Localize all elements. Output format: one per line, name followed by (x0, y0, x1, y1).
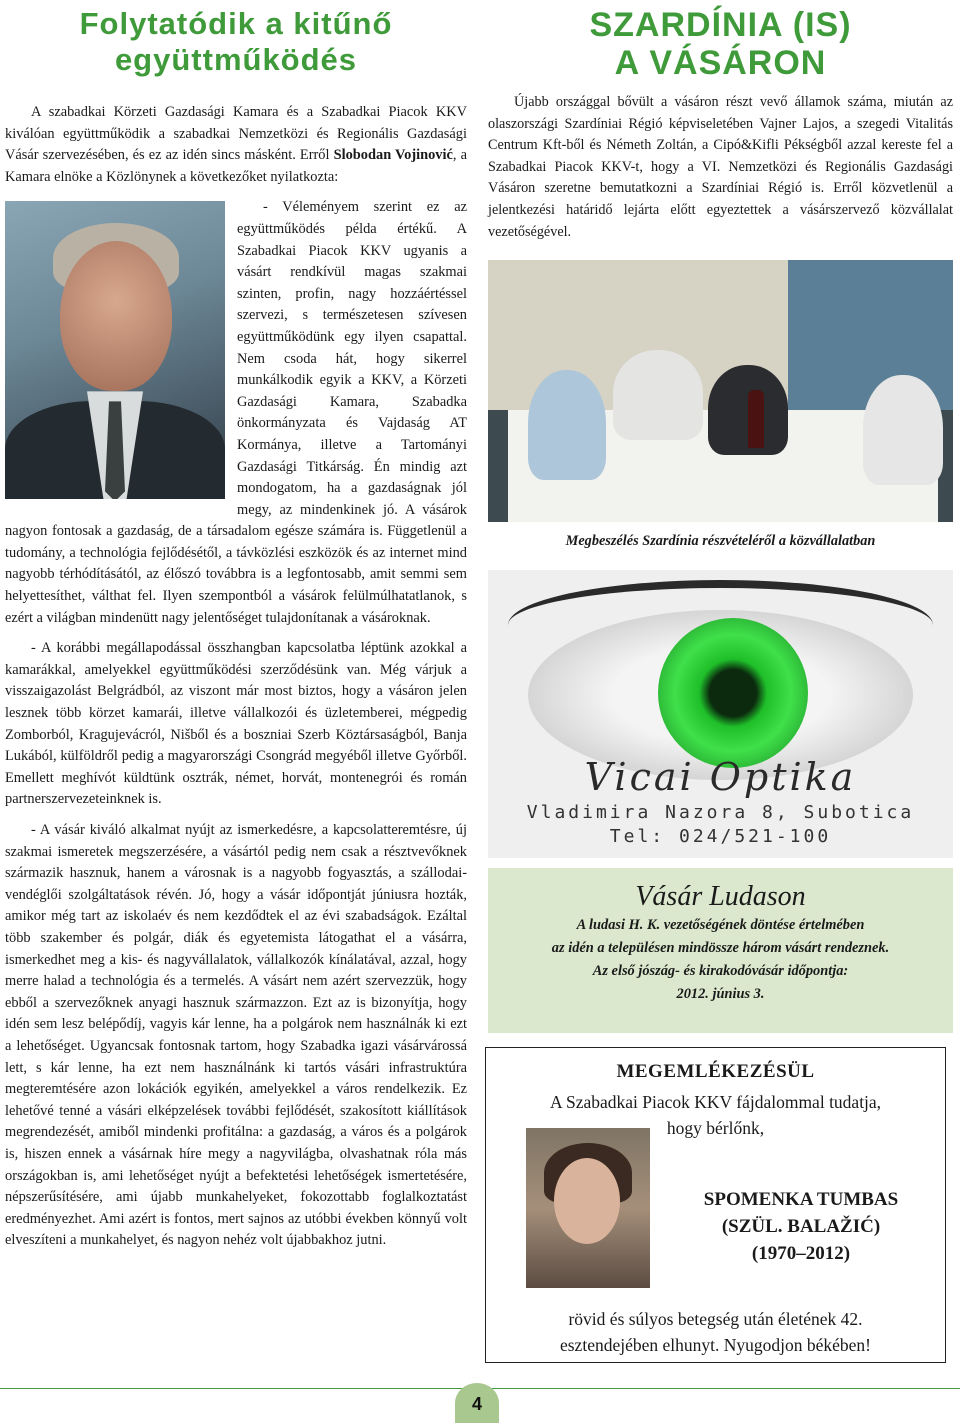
ludas-fair-box (488, 868, 953, 1033)
main-article-body (5, 102, 467, 1252)
memorial-notice (485, 1047, 946, 1363)
memorial-name: SPOMENKA TUMBAS (703, 1189, 899, 1210)
title-line-2: együttműködés (114, 42, 358, 77)
ad-brand: Vicai Optika (584, 755, 857, 799)
sardinia-title: SZARDÍNIA (IS) A VÁSÁRON (589, 6, 852, 82)
memorial-bottom-text: rövid és súlyos betegség után életének 42. esztendejében elhunyt. Nyugodjon békében! (559, 1309, 871, 1355)
meeting-photo (488, 260, 953, 522)
photo-caption: Megbeszélés Szardínia részvételéről a közvállalatban (565, 533, 876, 549)
paragraph-quote-2: - A korábbi megállapodással összhangban kapcsolatba léptünk azokkal a kamarákkal, amelyekkel együttműködési szerződésünk van. Még várjuk a visszaigazolást Belgrádból, az viszont már most biztos, hogy a vásáron jelen lesznek több körzet kamarái, illetve vállalkozói és üzletemberei, mégpedig Zomborból, Kragujevácról, Nišből és a boszniai Szerb Köztársaságból, Banja Lukából, külföldről pedig a magyarországi Csongrád megyéből illetve Győrből. Emellett meghívót küldtünk osztrák, német, horvát, montenegrói és román partnerszervezeteinknek is. (5, 640, 467, 808)
fair-line-1: A ludasi H. K. vezetőségének döntése értelmében (576, 917, 865, 933)
fair-line-3: Az első jószág- és kirakodóvásár időpontja: (592, 963, 849, 979)
paragraph-intro: A szabadkai Körzeti Gazdasági Kamara és a Szabadkai Piacok KKV kiválóan együttműködik a szabadkai Nemzetközi és Regionális Gazdasági Vásár szervezésében, és ez az idén sincs másként. Erről Slobodan Vojinović, a Kamara elnöke a Közlönynek a következőket nyilatkozta: (5, 104, 467, 185)
fair-title: Vásár Ludason (635, 881, 806, 912)
main-article-title (5, 6, 467, 78)
memorial-title: MEGEMLÉKEZÉSÜL (616, 1061, 815, 1082)
main-article (5, 6, 467, 1252)
ad-address: Vladimira Nazora 8, Subotica (526, 802, 915, 823)
memorial-years: (1970–2012) (751, 1243, 851, 1264)
memorial-maiden-name: (SZÜL. BALAŽIĆ) (721, 1216, 881, 1237)
page-number: 4 (455, 1383, 499, 1423)
paragraph-quote-3: - A vásár kiváló alkalmat nyújt az ismerkedésre, a kapcsolatteremtésre, új szakmai ismeretek megszerzésére, a vásártól pedig nem csak a résztvevőknek származik hasznuk, hanem a városnak is a nagyobb fogyasztás, a szállodai-vendéglői szolgáltatások révén. Jó, hogy a vásár időpontját júniusra hozták, amikor még tart az iskolaév és nem kezdődtek el az évi szabadságok. Ezáltal több szakember és polgár, diák és egyetemista látogathat el a vásárra, ismerkedhet meg a kis- és nagyvállalatok, vállalkozók kínálatával, azzal, hogy merre halad a technológia és a termelés. A vásárt nem azért szervezzük, hogy ebből a szervezőknek anyagi hasznuk származzon. Ezt az is bizonyítja, hogy idén sem lesz belépődíj, vagyis kár lenne, ha a polgárok nem használnák ki ezt a lehetőséget. Ugyancsak fontosnak tartom, hogy Szabadka igazi vásárvárossá lett, s kár lenne, ha ezt nem használnánk ki tartós vásári infrastruktúra megteremtésére azon lokációk egyikén, amelyekkel a város rendelkezik. Ez lehetővé tenné a vásári elképzelések további fejlődését, szakosított kiállítások megrendezését, amiből mindenki profitálna: a gazdaság, a város és a polgárok is, hiszen ennek a vásárnak híre megy a nagyvilágba, olvashatnak róla más országokban is, ami lehetőséget nyújt a befektetési lehetőségek ismertetésére, népszerűsítésére, ami újabb munkahelyeket, fokozottabb foglalkoztatást eredményezhet. Ami azért is fontos, mert sajnos az utóbbi években könnyű volt elveszíteni a munkahelyet, és nagyon nehéz volt újabbakhoz jutni. (5, 822, 467, 1249)
memorial-line-2: hogy bérlőnk, (666, 1118, 765, 1138)
memorial-name-block (661, 1186, 941, 1267)
optika-advertisement (488, 570, 953, 858)
fair-line-4: 2012. június 3. (676, 986, 765, 1002)
memorial-photo (526, 1128, 650, 1288)
ad-phone: Tel: 024/521-100 (609, 826, 832, 847)
portrait-photo (5, 201, 225, 499)
sardinia-body: Újabb országgal bővült a vásáron részt vevő államok száma, miután az olaszországi Szardíniai Régió képviseletében Vajner Lajos, a szegedi Vitalitás Centrum Kft-ből és Németh Zoltán, a Cipó&Kifli Pékségből azzal kereste fel a Szabadkai Piacok KKV-t, hogy a VI. Nemzetközi és Regionális Gazdasági Vásáron szeretne bemutatkozni a Szardíniai Régió is. Erről közvetlenül a jelentkezési határidő lejárta előtt egyeztettek a vásárszervező közvállalat vezetőségével. (488, 94, 953, 240)
memorial-line-1: A Szabadkai Piacok KKV fájdalommal tudatja, (549, 1092, 882, 1112)
interviewee-name: Slobodan Vojinović (333, 147, 453, 164)
title-line-1: Folytatódik a kitűnő (79, 6, 393, 41)
fair-line-2: az idén a településen mindössze három vásárt rendeznek. (551, 940, 890, 956)
sardinia-article (488, 6, 953, 243)
eye-icon (658, 618, 808, 768)
paragraph-quote-1: - Véleményem szerint ez az együttműködés példa értékű. A Szabadkai Piacok KKV ugyanis a vásárt rendkívül magas szakmai szinten, profin, nagy hozzáértéssel szervezi, s természetesen szívesen együttműködünk egy ilyen csapattal. Nem csoda hát, hogy sikerrel munkálkodik egyik a KKV, a Körzeti Gazdasági Kamara, Szabadka önkormányzata és Vajdaság AT Kormánya, illetve a Tartományi Gazdasági Titkárság. Én mindig azt mondogatom, ha a gazdaságnak jól megy, az mindenkinek jó. A vásárok nagyon fontosak a gazdaság, de a társadalom egésze számára is. Függetlenül a tudomány, a technológia fejlődésétől, a távközlési eszközök és az internet mind nagyobb térhódításától, az élőszó továbbra is a legfontosabb, amit semmi sem helyettesíthet, válthat fel. Ilyen szempontból a vásárok felülmúlhatatlanok, s ezért a világban mindenütt nagy jelentőséget tulajdonítanak a vásároknak. (5, 199, 467, 626)
